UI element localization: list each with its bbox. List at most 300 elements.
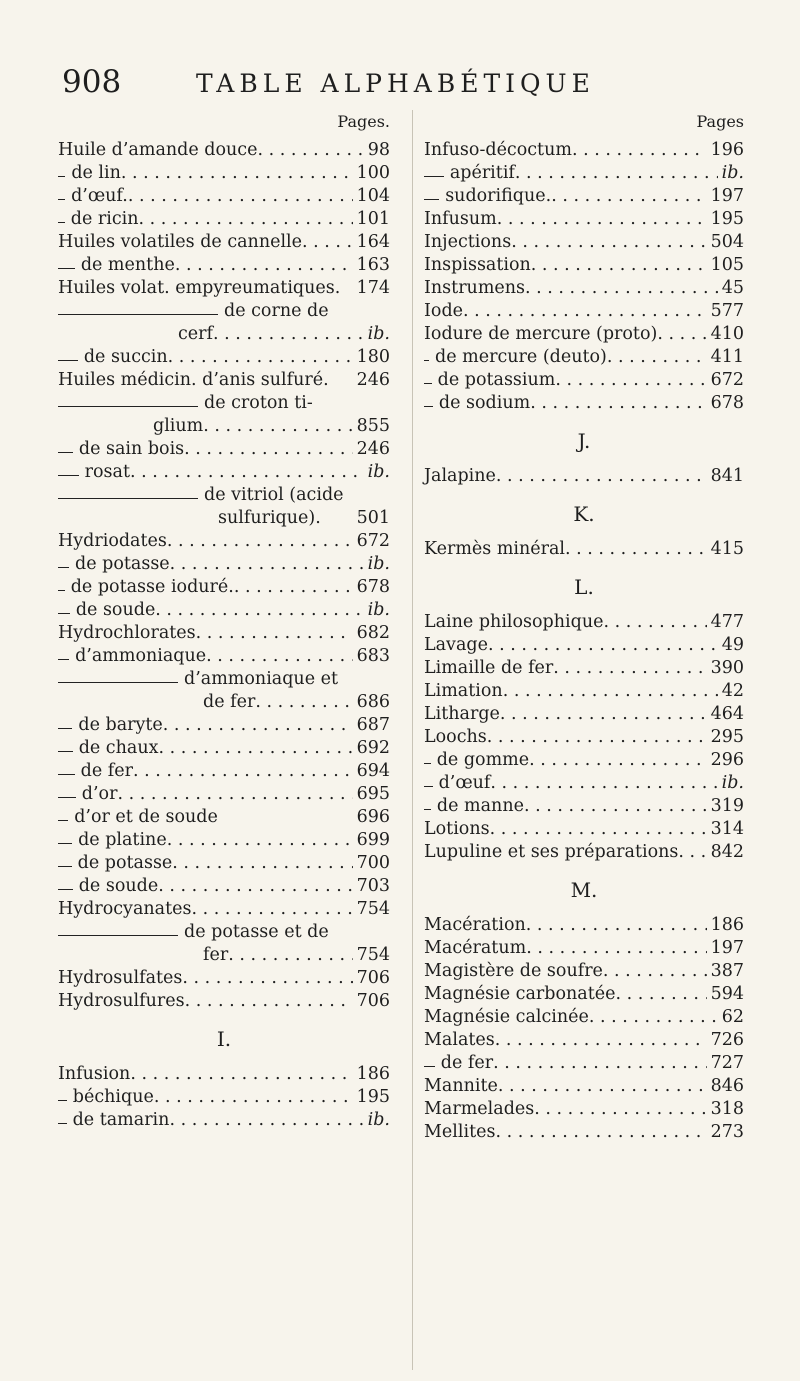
- entry-label: Huiles médicin. d’anis sulfuré.: [58, 370, 329, 390]
- index-entry: [58, 162, 390, 185]
- entry-label: de soude: [75, 600, 156, 620]
- entry-label: de sain bois: [78, 439, 185, 459]
- entry-label: sulfurique).: [218, 508, 321, 528]
- page-ref: 706: [356, 968, 390, 988]
- page-ref: 842: [710, 842, 744, 862]
- page-ref: 411: [710, 347, 744, 367]
- index-entry: [58, 714, 390, 737]
- ditto-dash: [58, 613, 70, 614]
- entry-label: d’or: [81, 784, 118, 804]
- dot-leader: [167, 530, 353, 553]
- entry-label: Limaille de fer: [424, 658, 554, 678]
- page-ref: 727: [710, 1053, 744, 1073]
- entry-label: de potasse: [77, 853, 173, 873]
- entry-label: de potassium: [437, 370, 556, 390]
- entry-label: sudorifique.: [445, 186, 552, 206]
- entry-label: Huiles volat. empyreumatiques.: [58, 278, 341, 298]
- index-entry: [58, 300, 390, 323]
- dot-leader: [158, 875, 352, 898]
- dot-leader: [490, 818, 707, 841]
- entry-label: de ricin: [70, 209, 139, 229]
- index-entry: [58, 691, 390, 714]
- dot-leader: [169, 1109, 363, 1132]
- index-entry: [58, 852, 390, 875]
- ditto-dash: [58, 452, 73, 453]
- page-ref: 692: [356, 738, 390, 758]
- page-ref: 186: [356, 1064, 390, 1084]
- dot-leader: [495, 1029, 707, 1052]
- page-ref: ib.: [367, 1110, 390, 1130]
- dot-leader: [130, 461, 364, 484]
- entry-label: Litharge: [424, 704, 500, 724]
- dot-leader: [213, 323, 364, 346]
- index-entry: [58, 1109, 390, 1132]
- index-entry: [58, 369, 390, 392]
- entry-label: de succin: [83, 347, 168, 367]
- ditto-dash: [58, 567, 69, 568]
- page-ref: 101: [356, 209, 390, 229]
- entry-label: de platine: [78, 830, 167, 850]
- page-ref: ib.: [367, 324, 390, 344]
- page-ref: 163: [356, 255, 390, 275]
- entry-label: de baryte: [78, 715, 163, 735]
- dot-leader: [184, 438, 352, 461]
- ditto-dash: [424, 786, 433, 787]
- index-entry: [424, 465, 744, 488]
- page-ref: ib.: [367, 554, 390, 574]
- page-ref: 104: [356, 186, 390, 206]
- entry-label: d’or et de soude: [74, 807, 218, 827]
- dot-leader: [487, 726, 707, 749]
- index-entry: [424, 703, 744, 726]
- page-ref: 246: [356, 370, 390, 390]
- section-letter: I.: [216, 1027, 232, 1051]
- index-entry: [58, 967, 390, 990]
- ditto-dash: [424, 383, 432, 384]
- page-ref: 387: [710, 961, 744, 981]
- index-entry: [424, 346, 744, 369]
- dot-leader: [497, 208, 707, 231]
- entry-label: Laine philosophique: [424, 612, 604, 632]
- page-ref: 754: [356, 899, 390, 919]
- entry-label: Mellites: [424, 1122, 496, 1142]
- index-entry: [424, 818, 744, 841]
- running-title: TABLE ALPHABÉTIQUE: [196, 69, 595, 98]
- page-ref: 49: [721, 635, 744, 655]
- page-ref: 696: [356, 807, 390, 827]
- entry-label: apéritif: [449, 163, 515, 183]
- page-ref: 703: [356, 876, 390, 896]
- dot-leader: [154, 1086, 353, 1109]
- dot-leader: [603, 611, 706, 634]
- index-entry: [424, 1052, 744, 1075]
- entry-label: Mannite: [424, 1076, 498, 1096]
- dot-leader: [529, 749, 706, 772]
- dot-leader: [128, 185, 353, 208]
- index-entry: [58, 737, 390, 760]
- index-entry: [424, 611, 744, 634]
- entry-label: Instrumens: [424, 278, 526, 298]
- dot-leader: [234, 576, 353, 599]
- pages-header-left: Pages.: [337, 112, 390, 131]
- page-ref: 504: [710, 232, 744, 252]
- entry-label: de fer: [440, 1053, 494, 1073]
- section-letter: K.: [573, 502, 595, 526]
- page-ref: 195: [356, 1087, 390, 1107]
- entry-label: Inspissation: [424, 255, 531, 275]
- page-ref: 695: [356, 784, 390, 804]
- entry-label: Macératum: [424, 938, 527, 958]
- entry-label: de corne de: [224, 301, 329, 321]
- index-entry: [58, 622, 390, 645]
- index-entry: [58, 346, 390, 369]
- dot-leader: [255, 691, 352, 714]
- ditto-dash: [58, 268, 75, 269]
- entry-label: d’œuf.: [71, 186, 128, 206]
- index-entry: [424, 960, 744, 983]
- entry-label: Huile d’amande douce: [58, 140, 258, 160]
- entry-label: fer: [203, 945, 229, 965]
- page-ref: 594: [710, 984, 744, 1004]
- index-entry: [58, 875, 390, 898]
- dot-leader: [121, 162, 353, 185]
- index-column-left: [58, 112, 390, 1132]
- index-entry: [424, 657, 744, 680]
- ditto-dash: [58, 590, 65, 591]
- entry-label: d’ammoniaque et: [184, 669, 339, 689]
- entry-label: cerf: [178, 324, 213, 344]
- page-ref: 62: [721, 1007, 744, 1027]
- ditto-dash: [424, 176, 444, 177]
- ditto-dash: [58, 222, 65, 223]
- entry-label: Lupuline et ses préparations: [424, 842, 679, 862]
- entry-label: de potasse et de: [184, 922, 329, 942]
- index-entry: [58, 1086, 390, 1109]
- dot-leader: [551, 185, 706, 208]
- index-entry: [58, 461, 390, 484]
- ditto-dash: [424, 1066, 435, 1067]
- ditto-dash: [58, 843, 72, 844]
- ditto-dash: [58, 406, 198, 407]
- index-entry: [424, 1121, 744, 1144]
- dot-leader: [257, 139, 363, 162]
- index-entry: [424, 538, 744, 561]
- index-entry: [58, 208, 390, 231]
- index-entry: [424, 185, 744, 208]
- ditto-dash: [58, 774, 75, 775]
- ditto-dash: [58, 1100, 67, 1101]
- entry-label: Iodure de mercure (proto): [424, 324, 658, 344]
- page-ref: ib.: [367, 600, 390, 620]
- index-entry: [58, 1063, 390, 1086]
- dot-leader: [511, 231, 706, 254]
- index-entry: [424, 680, 744, 703]
- ditto-dash: [58, 1123, 67, 1124]
- entry-label: de tamarin: [72, 1110, 170, 1130]
- entry-label: Macération: [424, 915, 526, 935]
- dot-leader: [607, 346, 707, 369]
- entry-label: Lavage: [424, 635, 488, 655]
- dot-leader: [163, 714, 353, 737]
- page-ref: 273: [710, 1122, 744, 1142]
- index-entry: [424, 914, 744, 937]
- index-entry: [424, 983, 744, 1006]
- dot-leader: [553, 657, 706, 680]
- page-ref: 100: [356, 163, 390, 183]
- index-entry: [424, 937, 744, 960]
- entry-label: Injections: [424, 232, 512, 252]
- page-ref: 694: [356, 761, 390, 781]
- page-ref: 846: [710, 1076, 744, 1096]
- page-ref: 98: [367, 140, 390, 160]
- dot-leader: [182, 967, 352, 990]
- dot-leader: [167, 829, 353, 852]
- page-ref: 855: [356, 416, 390, 436]
- page-ref: 699: [356, 830, 390, 850]
- page-ref: 164: [356, 232, 390, 252]
- page-ref: 672: [710, 370, 744, 390]
- page-ref: 295: [710, 727, 744, 747]
- page-ref: 314: [710, 819, 744, 839]
- section-letter: L.: [574, 575, 594, 599]
- dot-leader: [531, 254, 707, 277]
- entry-label: Infusion: [58, 1064, 131, 1084]
- page-ref: 706: [356, 991, 390, 1011]
- page-number: 908: [62, 64, 122, 100]
- page-ref: 700: [356, 853, 390, 873]
- index-entry: [58, 645, 390, 668]
- page-ref: 678: [710, 393, 744, 413]
- section-letter: M.: [570, 878, 598, 902]
- dot-leader: [526, 914, 707, 937]
- entry-label: Lotions: [424, 819, 490, 839]
- index-entry: [58, 415, 390, 438]
- page-ref: 687: [356, 715, 390, 735]
- page-ref: 197: [710, 938, 744, 958]
- index-entry: [58, 438, 390, 461]
- ditto-dash: [58, 682, 178, 683]
- ditto-dash: [58, 360, 78, 361]
- ditto-dash: [424, 199, 439, 200]
- page-ref: 682: [356, 623, 390, 643]
- dot-leader: [175, 254, 353, 277]
- entry-label: Loochs: [424, 727, 487, 747]
- dot-leader: [172, 852, 352, 875]
- page-ref: 180: [356, 347, 390, 367]
- entry-label: Malates: [424, 1030, 495, 1050]
- index-entry: [58, 185, 390, 208]
- index-entry: [58, 530, 390, 553]
- page-ref: 501: [356, 508, 390, 528]
- entry-label: de potasse ioduré.: [70, 577, 234, 597]
- dot-leader: [191, 898, 352, 921]
- dot-leader: [228, 944, 352, 967]
- index-entry: [424, 300, 744, 323]
- ditto-dash: [58, 889, 73, 890]
- page-ref: 186: [710, 915, 744, 935]
- ditto-dash: [58, 728, 72, 729]
- page-ref: 319: [710, 796, 744, 816]
- dot-leader: [678, 841, 706, 864]
- index-entry: [58, 990, 390, 1013]
- dot-leader: [603, 960, 707, 983]
- dot-leader: [657, 323, 706, 346]
- entry-label: de manne: [436, 796, 524, 816]
- index-entry: [58, 392, 390, 415]
- dot-leader: [524, 795, 707, 818]
- index-entry: [424, 1006, 744, 1029]
- ditto-dash: [424, 406, 433, 407]
- dot-leader: [495, 1121, 706, 1144]
- index-entry: [424, 254, 744, 277]
- index-entry: [424, 772, 744, 795]
- page-ref: 174: [356, 278, 390, 298]
- dot-leader: [203, 415, 352, 438]
- page-ref: 672: [356, 531, 390, 551]
- dot-leader: [130, 1063, 352, 1086]
- index-entry: [424, 726, 744, 749]
- ditto-dash: [58, 866, 72, 867]
- dot-leader: [493, 1052, 707, 1075]
- entry-label: Hydrocyanates: [58, 899, 192, 919]
- ditto-dash: [58, 314, 218, 315]
- dot-leader: [196, 622, 353, 645]
- dot-leader: [503, 680, 718, 703]
- page-ref: 45: [721, 278, 744, 298]
- entry-list-right: [424, 139, 744, 1144]
- index-entry: [58, 277, 390, 300]
- page-ref: 296: [710, 750, 744, 770]
- page-ref: 196: [710, 140, 744, 160]
- page-ref: 726: [710, 1030, 744, 1050]
- entry-label: de gomme: [436, 750, 530, 770]
- index-entry: [424, 231, 744, 254]
- ditto-dash: [58, 659, 69, 660]
- entry-label: de sodium: [438, 393, 531, 413]
- page-ref: 841: [710, 466, 744, 486]
- index-entry: [424, 208, 744, 231]
- page-ref: 246: [356, 439, 390, 459]
- dot-leader: [526, 937, 706, 960]
- index-entry: [58, 668, 390, 691]
- entry-list-left: [58, 139, 390, 1132]
- entry-label: Infusum: [424, 209, 497, 229]
- page-ref: ib.: [721, 163, 744, 183]
- entry-label: de vitriol (acide: [204, 485, 344, 505]
- dot-leader: [155, 599, 363, 622]
- dot-leader: [302, 231, 353, 254]
- page-ref: 683: [356, 646, 390, 666]
- dot-leader: [498, 1075, 707, 1098]
- dot-leader: [463, 300, 707, 323]
- index-entry: [58, 507, 390, 530]
- page-ref: 105: [710, 255, 744, 275]
- entry-label: de chaux: [78, 738, 159, 758]
- entry-label: de fer: [203, 692, 256, 712]
- entry-label: de lin: [71, 163, 121, 183]
- dot-leader: [168, 346, 353, 369]
- index-entry: [58, 323, 390, 346]
- dot-leader: [615, 983, 706, 1006]
- page-ref: 686: [356, 692, 390, 712]
- index-entry: [424, 1029, 744, 1052]
- index-entry: [424, 1098, 744, 1121]
- entry-label: de potasse: [75, 554, 170, 574]
- dot-leader: [565, 538, 707, 561]
- index-entry: [58, 576, 390, 599]
- index-entry: [424, 277, 744, 300]
- ditto-dash: [424, 360, 429, 361]
- entry-label: de croton ti-: [204, 393, 313, 413]
- index-entry: [424, 139, 744, 162]
- dot-leader: [500, 703, 707, 726]
- ditto-dash: [58, 820, 68, 821]
- index-entry: [424, 795, 744, 818]
- index-entry: [424, 749, 744, 772]
- entry-label: d’ammoniaque: [75, 646, 207, 666]
- dot-leader: [185, 990, 353, 1013]
- index-entry: [58, 944, 390, 967]
- dot-leader: [170, 553, 364, 576]
- page-ref: ib.: [721, 773, 744, 793]
- index-entry: [424, 634, 744, 657]
- index-entry: [58, 921, 390, 944]
- ditto-dash: [58, 935, 178, 936]
- entry-label: Hydrosulfures: [58, 991, 185, 1011]
- section-letter: J.: [577, 429, 591, 453]
- entry-label: Jalapine: [424, 466, 496, 486]
- dot-leader: [515, 162, 718, 185]
- entry-label: Hydrosulfates: [58, 968, 183, 988]
- index-entry: [58, 898, 390, 921]
- ditto-dash: [58, 475, 79, 476]
- entry-label: Magnésie carbonatée: [424, 984, 616, 1004]
- entry-label: Hydriodates: [58, 531, 167, 551]
- index-entry: [424, 841, 744, 864]
- entry-label: Hydrochlorates: [58, 623, 196, 643]
- page-ref: 410: [710, 324, 744, 344]
- ditto-dash: [58, 199, 65, 200]
- entry-label: glium: [153, 416, 204, 436]
- index-entry: [58, 254, 390, 277]
- page-ref: 197: [710, 186, 744, 206]
- entry-label: Iode: [424, 301, 464, 321]
- index-entry: [424, 369, 744, 392]
- column-divider: [412, 110, 413, 1370]
- entry-label: rosat: [84, 462, 130, 482]
- page-ref: 678: [356, 577, 390, 597]
- entry-label: béchique: [72, 1087, 154, 1107]
- index-entry: [424, 1075, 744, 1098]
- dot-leader: [572, 139, 707, 162]
- dot-leader: [206, 645, 352, 668]
- dot-leader: [530, 392, 706, 415]
- page-ref: 754: [356, 945, 390, 965]
- index-entry: [58, 599, 390, 622]
- pages-header-right: Pages: [696, 112, 744, 131]
- page-ref: 318: [710, 1099, 744, 1119]
- ditto-dash: [58, 498, 198, 499]
- entry-label: Magnésie calcinée: [424, 1007, 589, 1027]
- page-ref: 577: [710, 301, 744, 321]
- dot-leader: [534, 1098, 706, 1121]
- dot-leader: [589, 1006, 718, 1029]
- entry-label: Kermès minéral: [424, 539, 566, 559]
- entry-label: de menthe: [80, 255, 175, 275]
- page-ref: ib.: [367, 462, 390, 482]
- ditto-dash: [58, 797, 76, 798]
- index-entry: [58, 484, 390, 507]
